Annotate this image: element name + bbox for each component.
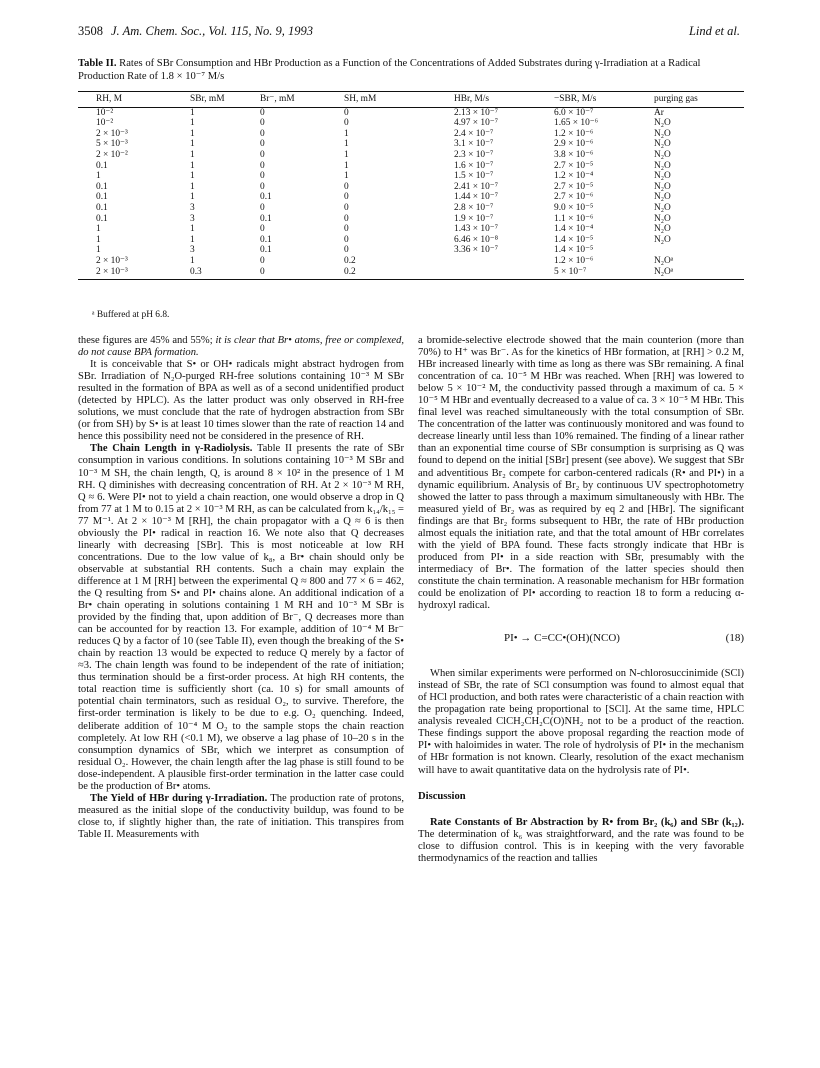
col-header: RH, M [78, 92, 190, 108]
table-cell: 1.6 × 10⁻⁷ [454, 160, 494, 171]
col-header: −SBR, M/s [554, 92, 654, 108]
paragraph [78, 793, 404, 841]
table-cell: 0 [344, 213, 349, 224]
table-cell: N₂O [654, 224, 671, 235]
table-cell: 2.8 × 10⁻⁷ [454, 202, 494, 213]
table-cell: N₂O [654, 160, 671, 171]
text-run: The production rate of protons, measured as the initial slope of the conductivity buildup, was found to be close to, if slightly higher than, the rate of initiation. This transpires from Table II. Measurements with [78, 792, 404, 840]
table-cell: 0 [344, 118, 349, 129]
table-cell: 1 [190, 255, 195, 266]
table-cell: 0.3 [190, 267, 260, 280]
table-cell: 0.1 [96, 202, 108, 213]
table-cell: 0 [260, 224, 265, 235]
table-row [78, 267, 744, 280]
table-caption [78, 57, 744, 83]
table-cell: 1 [190, 139, 195, 150]
table-cell: 1.4 × 10⁻⁵ [554, 245, 594, 256]
table-cell: N₂Oᵃ [654, 255, 674, 266]
table-caption-text: Rates of SBr Consumption and HBr Production as a Function of the Concentrations of Added Substrates during γ-Irradiation at a Radical Production Rate of 1.8 × 10⁻⁷ M/s [78, 58, 701, 82]
table-row [78, 182, 744, 193]
table-cell: N₂O [654, 171, 671, 182]
table-cell: 0 [344, 245, 349, 256]
table-cell: 2 × 10⁻² [96, 149, 128, 160]
table-cell: 3 [190, 245, 195, 256]
table-cell: 0 [344, 107, 349, 118]
table-cell: 1 [96, 224, 101, 235]
table-footnote: ᵃ Buffered at pH 6.8. [92, 310, 170, 320]
table-cell: 0 [344, 234, 349, 245]
table-cell: 0 [344, 224, 349, 235]
table-row [78, 107, 744, 118]
table-cell: 0 [260, 202, 265, 213]
emphasis-text: it is clear that Br• atoms, free or complexed, do not cause BPA formation. [78, 335, 404, 359]
text-run: The determination of k₆ was straightforward, and the rate was found to be close to diffusion control. This is in keeping with the very favorable thermodynamics of the reaction and tallies [418, 828, 744, 864]
table-cell: 1.44 × 10⁻⁷ [454, 192, 498, 203]
text-run: Table II presents the rate of SBr consumption in various conditions. In solutions containing 10⁻³ M SBr and 10⁻³ M SH, the chain length, Q, is around 8 × 10² in the presence of 1 M RH. Q diminishes with decreasing concentration of RH. At 2 × 10⁻³ M RH, Q ≈ 6. Were PI• not to yield a chain reaction, one would observe a drop in Q from 77 at 1 M to 0.15 at 2 × 10⁻³ M RH, as can be calculated from k₁₄/k₁₅ = 77 M⁻¹. At 2 × 10⁻³ M [RH], the chain propagator with a Q ≈ 6 is then obviously the PI• radical in reaction 16. We note also that Q decreases linearly with decreasing [SBr]. This is most noticeable at low RH concentrations. Due to the low value of k₈, a Br• chain should only be observable at substantial RH contents. Such a chain may explain the difference at 1 M [RH] between the experimental Q ≈ 800 and 77 × 6 = 462, the Q resulting from S• and PI• chains alone. An additional indication of a Br• chain operating in solutions containing 1 M RH and 10⁻³ M SBr is provided by the finding that, upon addition of Br⁻, Q decreases more than can be accounted for by reaction 13. For example, addition of 10⁻⁴ M Br⁻ reduces Q by a factor of 10 (see Table II), even though the breaking of the S• chain by reaction 13 would be expected to reduce Q merely by a factor of ≈3. The chain length was found to be independent of the rate of initiation; thus termination should be a first-order process. At high RH contents, the total reaction time is sufficiently short (ca. 10 s) for small amounts of potential chain terminators, such as residual O₂, to survive. Therefore, the first-order termination is likely to be due to e.g. O₂ quenching. Indeed, deliberate addition of 10⁻⁴ M O₂ to the sample stops the chain reaction completely. At low RH (<0.1 M), we observe a lag phase of 10–20 s in the consumption dynamics of SBr, which we interpret as consumption of residual O₂. However, the chain length after the lag phase is still found to be dose-independent. A plausible first-order termination in the latter case could be the production of Br• atoms. [78, 443, 404, 792]
table-cell: 1.5 × 10⁻⁷ [454, 171, 494, 182]
table-row [78, 224, 744, 235]
table-cell: 2.41 × 10⁻⁷ [454, 181, 498, 192]
text-run: these figures are 45% and 55%; [78, 335, 216, 346]
table-cell: 2.13 × 10⁻⁷ [454, 107, 498, 118]
table-cell: 2 × 10⁻³ [96, 255, 128, 266]
table-cell: 1 [190, 160, 195, 171]
table-cell: N₂Oᵃ [654, 267, 744, 280]
col-header: purging gas [654, 92, 744, 108]
table-cell: 1 [190, 224, 195, 235]
table-cell: 5 × 10⁻³ [96, 139, 128, 150]
paragraph [78, 443, 404, 792]
page-number: 3508 [78, 24, 103, 38]
table-cell: 1.43 × 10⁻⁷ [454, 224, 498, 235]
table-row [78, 161, 744, 172]
col-header: SBr, mM [190, 92, 260, 108]
table-cell: 2.7 × 10⁻⁶ [554, 192, 594, 203]
table-cell: 0 [260, 171, 265, 182]
journal-citation: J. Am. Chem. Soc., Vol. 115, No. 9, 1993 [111, 24, 313, 38]
table-cell: 6.0 × 10⁻⁷ [554, 107, 594, 118]
table-row [78, 256, 744, 267]
table-cell: 2.3 × 10⁻⁷ [454, 149, 494, 160]
table-cell: 2.7 × 10⁻⁵ [554, 160, 594, 171]
subsection-heading: The Chain Length in γ-Radiolysis. [90, 443, 253, 455]
table-cell: 1 [96, 171, 101, 182]
table-cell: 3.8 × 10⁻⁶ [554, 149, 594, 160]
table-row [78, 171, 744, 182]
table-cell: 0 [260, 181, 265, 192]
table-cell: 0 [260, 128, 265, 139]
table-row [78, 235, 744, 246]
table-cell [654, 245, 744, 256]
table-cell [454, 267, 554, 280]
table-cell: 0.1 [96, 181, 108, 192]
table-cell: N₂O [654, 118, 671, 129]
table-row [78, 245, 744, 256]
col-header: SH, mM [344, 92, 454, 108]
table-cell: 2.7 × 10⁻⁵ [554, 181, 594, 192]
table-cell: 1.2 × 10⁻⁶ [554, 255, 594, 266]
table-cell: 10⁻² [96, 118, 114, 129]
table-header-row [78, 92, 744, 108]
table-cell: N₂O [654, 234, 671, 245]
table-row [78, 150, 744, 161]
table-cell: 2 × 10⁻³ [78, 267, 190, 280]
table-cell: 0 [260, 267, 344, 280]
equation-18 [418, 632, 744, 644]
table-cell [454, 256, 554, 267]
table-cell: 1 [344, 128, 349, 139]
table-cell: 1.2 × 10⁻⁶ [554, 128, 594, 139]
col-header: Br⁻, mM [260, 92, 344, 108]
table-cell: 1 [344, 149, 349, 160]
table-cell: 2.4 × 10⁻⁷ [454, 128, 494, 139]
table-row [78, 192, 744, 203]
table-cell: 1 [344, 139, 349, 150]
table-cell: 6.46 × 10⁻⁸ [454, 234, 498, 245]
table-cell: 0 [260, 255, 265, 266]
table-cell: 0 [344, 181, 349, 192]
table-cell: 2.9 × 10⁻⁶ [554, 139, 594, 150]
table-cell: 0 [260, 139, 265, 150]
table-cell: 0.1 [96, 192, 108, 203]
table-cell: 1 [190, 118, 195, 129]
table-cell: N₂O [654, 181, 671, 192]
paragraph: It is conceivable that S• or OH• radicals might abstract hydrogen from SBr. Irradiation of N₂O-purged RH-free solutions containing 10⁻³ M SBr resulted in the formation of BPA as well as of a second unidentified product (detected by HPLC). As the latter product was only observed in RH-free solutions, we must conclude that the rate of hydrogen abstraction from SBr (or from SH) by S• is at least 10 times slower than the rate of reaction 14 and hence this possibility need not be considered in the presence of RH. [78, 359, 404, 443]
table-cell: N₂O [654, 149, 671, 160]
table-cell: N₂O [654, 139, 671, 150]
table-row [78, 118, 744, 129]
table-cell: 1 [190, 192, 195, 203]
table-cell: 1.1 × 10⁻⁶ [554, 213, 594, 224]
table-cell: 0.1 [260, 245, 272, 256]
table-cell: Ar [654, 107, 664, 118]
table-cell: 3.1 × 10⁻⁷ [454, 139, 494, 150]
table-cell: 1.65 × 10⁻⁶ [554, 118, 598, 129]
paragraph [418, 817, 744, 865]
paragraph: When similar experiments were performed on N-chlorosuccinimide (SCl) instead of SBr, the rate of SCl consumption was found to almost equal that of HCl production, and both rates were characteristic of a chain reaction with the propagation rate being proportional to [SCl]. At the same time, HPLC analysis revealed ClCH₂CH₂C(O)NH₂ not to be a product of the reaction. These findings support the above proposal regarding the reaction mode of PI• with haloimides in water. The role of hydrolysis of PI• in the mechanism of HBr formation is not known. Clearly, resolution of the exact mechanism will have to await quantitative data on the hydrolysis rate of PI•. [418, 668, 744, 776]
table-cell: 1 [344, 160, 349, 171]
running-header [78, 24, 740, 39]
table-cell: 1.4 × 10⁻⁵ [554, 234, 594, 245]
table-cell: 2 × 10⁻³ [96, 128, 128, 139]
subsection-heading: The Yield of HBr during γ-Irradiation. [90, 792, 268, 804]
table-cell: 0.2 [344, 255, 356, 266]
data-table [78, 91, 744, 280]
table-cell: N₂O [654, 128, 671, 139]
table-cell: 0 [344, 202, 349, 213]
table-cell: 10⁻² [96, 107, 114, 118]
table-cell: 0.1 [260, 234, 272, 245]
table-cell: 1.4 × 10⁻⁴ [554, 224, 594, 235]
table-row [78, 129, 744, 140]
table-cell: N₂O [654, 202, 671, 213]
table-cell: 1.2 × 10⁻⁴ [554, 171, 594, 182]
table-cell: 0.1 [96, 160, 108, 171]
table-cell: 1 [190, 234, 195, 245]
table-cell: 0.2 [344, 267, 454, 280]
paragraph [78, 335, 404, 359]
table-cell: 3.36 × 10⁻⁷ [454, 245, 498, 256]
table-cell: 1 [96, 234, 101, 245]
col-header: HBr, M/s [454, 92, 554, 108]
table-cell: 1 [344, 171, 349, 182]
table-cell: 0 [344, 192, 349, 203]
left-column [78, 335, 404, 841]
equation-text: PI• → C=CC•(OH)(NCO) [504, 632, 620, 645]
table-cell: 0 [260, 107, 265, 118]
table-cell: 0.1 [260, 192, 272, 203]
table-cell: 1 [190, 181, 195, 192]
table-cell: 1.9 × 10⁻⁷ [454, 213, 494, 224]
table-cell: 4.97 × 10⁻⁷ [454, 118, 498, 129]
table-cell: 0.1 [260, 213, 272, 224]
table-cell: 5 × 10⁻⁷ [554, 267, 654, 280]
table-cell: N₂O [654, 213, 671, 224]
table-cell: 0.1 [96, 213, 108, 224]
authors: Lind et al. [688, 24, 740, 38]
paragraph: a bromide-selective electrode showed that the main counterion (more than 70%) to H⁺ was Br⁻. As for the kinetics of HBr formation, at [RH] > 0.2 M, HBr increased linearly with time as long as there was SBr remaining. A final concentration of ca. 10⁻⁵ M HBr was reached. When [RH] was lowered to below 5 × 10⁻² M, the conductivity passed through a maximum of ca. 5 × 10⁻⁵ M HBr and eventually decreased to a value of ca. 3 × 10⁻⁵ M HBr. This final level was reached simultaneously with the total consumption of SBr. The concentration of the latter was continuously monitored and was found to decrease linearly until less than 10% remained. The finding of a linear rather than an exponential time course of SBr consumption is surprising as Q was found to depend on the initial [SBr] present (see above). We suggest that SBr and adventitious Br₂ compete for carbon-centered radicals (R• and PI•) in a dynamic equilibrium. Analysis of Br₂ by continuous UV spectrophotometry showed the latter to pass through a maximum simultaneously with HBr. The measured yield of Br₂ was as required by eq 2 and [HBr]. The significant findings are that Br₂ forms subsequent to HBr, the rate of HBr production almost equals the initiation rate, and that the total amount of HBr correlates with the yield of BPA found. These facts strongly indicate that HBr is produced from PI• in a side reaction with SBr, presumably with the intermediacy of Br•. The formation of the latter species should then constitute the chain termination. A reasonable mechanism for HBr formation could be enolization of PI• according to reaction 18 to form a reducing α-hydroxyl radical. [418, 335, 744, 612]
right-column [418, 335, 744, 865]
section-heading: Discussion [418, 790, 466, 802]
table-cell: 0 [260, 149, 265, 160]
table-cell: N₂O [654, 192, 671, 203]
table-cell: 1 [190, 149, 195, 160]
table-cell: 0 [260, 118, 265, 129]
subsection-heading: Rate Constants of Br Abstraction by R• from Br₂ (k₆) and SBr (k₁₂). [430, 816, 744, 828]
table-cell: 1 [96, 245, 101, 256]
table-cell: 3 [190, 202, 195, 213]
table-row [78, 214, 744, 225]
table-cell: 1 [190, 107, 195, 118]
table-cell: 3 [190, 213, 195, 224]
table-cell: 1 [190, 128, 195, 139]
table-cell: 9.0 × 10⁻⁵ [554, 202, 594, 213]
table-cell: 0 [260, 160, 265, 171]
table-row [78, 203, 744, 214]
table-cell: 1 [190, 171, 195, 182]
table-row [78, 139, 744, 150]
table-label: Table II. [78, 58, 117, 69]
equation-number: (18) [725, 632, 744, 645]
